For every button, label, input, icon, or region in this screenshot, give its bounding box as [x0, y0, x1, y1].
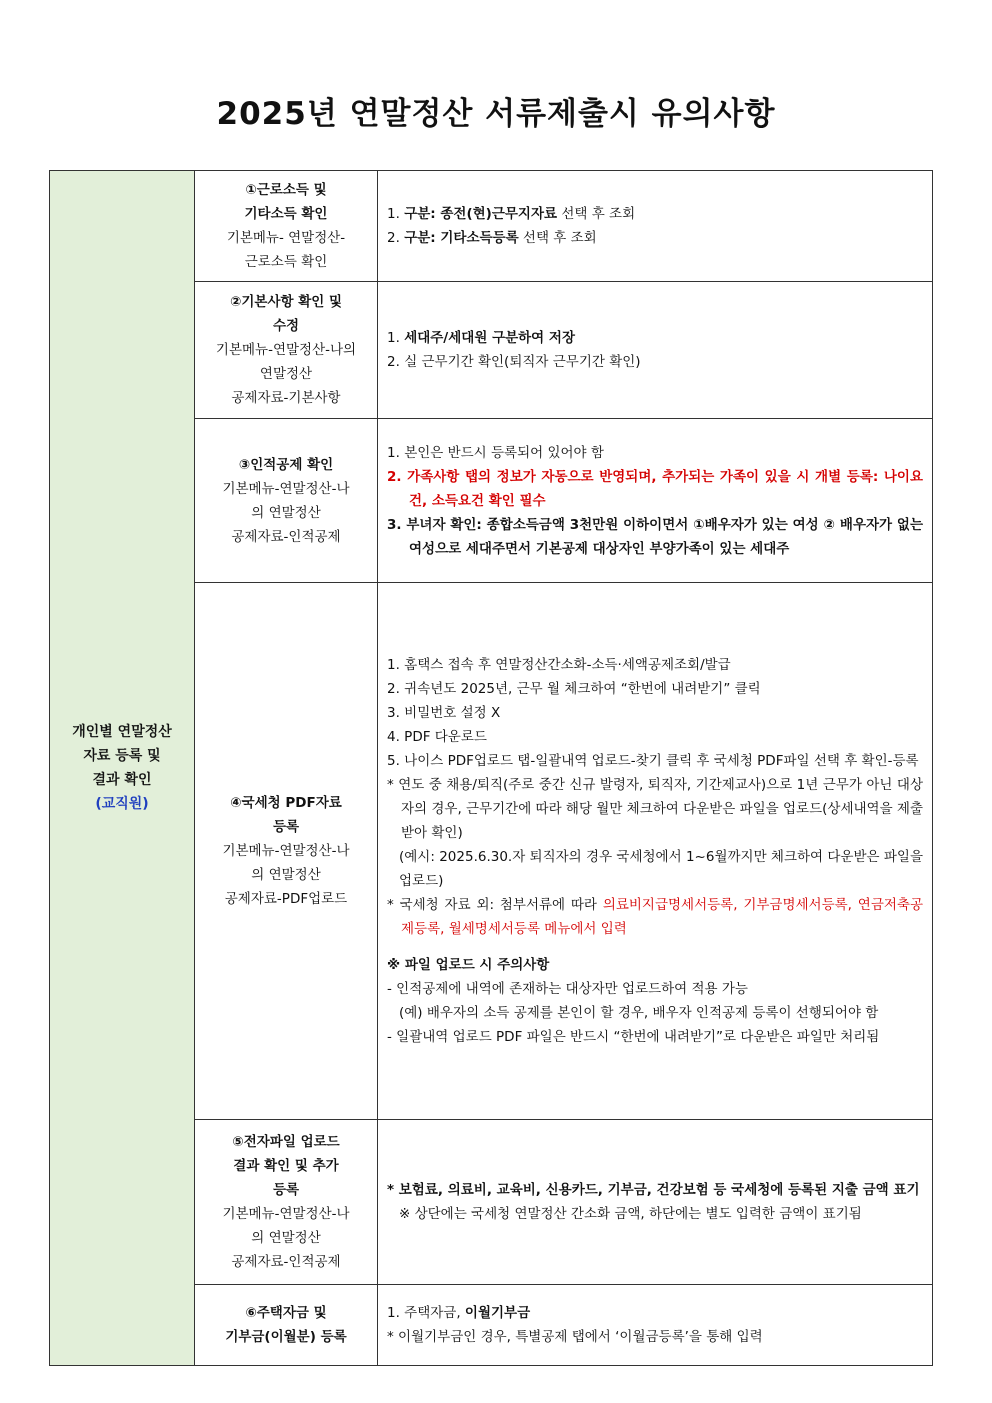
menu-path: 기본메뉴-연말정산-나의: [215, 342, 357, 358]
step-title: 등록: [272, 1182, 300, 1198]
caution-item: - 인적공제에 내역에 존재하는 대상자만 업로드하여 적용 가능: [387, 981, 748, 997]
category-cell: [50, 171, 195, 1366]
content-cell-1: [378, 171, 933, 282]
step-cell-2: [195, 282, 378, 419]
menu-path: 기본메뉴-연말정산-나: [222, 1206, 350, 1222]
note-item: * 연도 중 채용/퇴직(주로 중간 신규 발령자, 퇴직자, 기간제교사)으로 1년 근무가 아닌 대상자의 경우, 근무기간에 따라 해당 월만 체크하여 다운받은 파일을 업로드(상세내역을 제출받아 확인): [387, 777, 923, 841]
step-title: 기부금(이월분) 등록: [225, 1329, 347, 1345]
content-cell-3: [378, 419, 933, 583]
menu-path: 근로소득 확인: [244, 254, 328, 270]
menu-path: 기본메뉴- 연말정산-: [226, 230, 346, 246]
menu-path: 공제자료-인적공제: [231, 1254, 341, 1270]
step-cell-3: [195, 419, 378, 583]
caution-example: (예) 배우자의 소득 공제를 본인이 할 경우, 배우자 인적공제 등록이 선행되어야 함: [399, 1005, 879, 1021]
category-line: 개인별 연말정산: [72, 724, 172, 740]
menu-path: 기본메뉴-연말정산-나: [222, 843, 350, 859]
page-title: 2025년 연말정산 서류제출시 유의사항: [216, 96, 776, 132]
list-item: 1. 주택자금, 이월기부금: [387, 1305, 531, 1321]
menu-path: 공제자료-PDF업로드: [224, 891, 348, 907]
step-title: ②기본사항 확인 및: [229, 294, 343, 310]
step-title: ④국세청 PDF자료: [230, 795, 342, 811]
list-item: 1. 구분: 종전(현)근무지자료 선택 후 조회: [387, 206, 636, 222]
content-cell-4: [378, 583, 933, 1120]
menu-path: 의 연말정산: [251, 867, 321, 883]
caution-title: ※ 파일 업로드 시 주의사항: [387, 957, 550, 973]
step-cell-4: [195, 583, 378, 1120]
guide-table: [49, 170, 933, 1366]
step-title: ⑤전자파일 업로드: [232, 1134, 340, 1150]
list-item: 2. 실 근무기간 확인(퇴직자 근무기간 확인): [387, 354, 641, 370]
menu-path: 공제자료-인적공제: [231, 528, 341, 545]
note-item: ※ 상단에는 국세청 연말정산 간소화 금액, 하단에는 별도 입력한 금액이 표기됨: [399, 1206, 862, 1222]
list-item: 1. 홈택스 접속 후 연말정산간소화-소득·세액공제조회/발급: [387, 657, 731, 673]
list-item: 5. 나이스 PDF업로드 탭-일괄내역 업로드-찾기 클릭 후 국세청 PDF파일 선택 후 확인-등록: [387, 753, 919, 769]
category-line: 결과 확인: [92, 772, 152, 788]
content-cell-6: [378, 1285, 933, 1366]
spacer: [387, 941, 923, 953]
list-item: 1. 본인은 반드시 등록되어 있어야 함: [387, 444, 604, 461]
step-title: 등록: [272, 819, 300, 835]
step-title: 기타소득 확인: [244, 206, 328, 222]
list-item: 3. 비밀번호 설정 X: [387, 705, 501, 721]
caution-item: - 일괄내역 업로드 PDF 파일은 반드시 “한번에 내려받기”로 다운받은 파일만 처리됨: [387, 1029, 880, 1045]
list-item: 2. 귀속년도 2025년, 근무 월 체크하여 “한번에 내려받기” 클릭: [387, 681, 761, 697]
menu-path: 기본메뉴-연말정산-나: [222, 480, 350, 497]
category-line: 자료 등록 및: [83, 748, 161, 764]
menu-path: 의 연말정산: [251, 504, 321, 521]
step-title: ①근로소득 및: [245, 182, 327, 198]
menu-path: 연말정산: [259, 366, 313, 382]
list-item: 1. 세대주/세대원 구분하여 저장: [387, 330, 576, 346]
list-item: 2. 가족사항 탭의 정보가 자동으로 반영되며, 추가되는 가족이 있을 시 개별 등록: 나이요건, 소득요건 확인 필수: [387, 468, 924, 509]
step-title: 결과 확인 및 추가: [233, 1158, 339, 1174]
table-row: [50, 171, 933, 282]
content-cell-5: [378, 1120, 933, 1285]
note-item: * 이월기부금인 경우, 특별공제 탭에서 ‘이월금등록’을 통해 입력: [387, 1329, 763, 1345]
note-item: * 보험료, 의료비, 교육비, 신용카드, 기부금, 건강보험 등 국세청에 등록된 지출 금액 표기: [387, 1182, 920, 1198]
note-example: (예시: 2025.6.30.자 퇴직자의 경우 국세청에서 1~6월까지만 체크하여 다운받은 파일을 업로드): [399, 849, 923, 889]
list-item: 2. 구분: 기타소득등록 선택 후 조회: [387, 230, 597, 246]
content-cell-2: [378, 282, 933, 419]
step-title: ⑥주택자금 및: [245, 1305, 327, 1321]
step-cell-5: [195, 1120, 378, 1285]
menu-path: 의 연말정산: [251, 1230, 321, 1246]
step-title: 수정: [272, 318, 300, 334]
list-item: 3. 부녀자 확인: 종합소득금액 3천만원 이하이면서 ①배우자가 있는 여성 ② 배우자가 없는 여성으로 세대주면서 기본공제 대상자인 부양가족이 있는 세대주: [387, 516, 923, 557]
note-item: * 국세청 자료 외: 첨부서류에 따라 의료비지급명세서등록, 기부금명세서등록, 연금저축공제등록, 월세명세서등록 메뉴에서 입력: [387, 897, 923, 937]
menu-path: 공제자료-기본사항: [231, 390, 341, 406]
step-cell-1: [195, 171, 378, 282]
step-title: ③인적공제 확인: [238, 456, 334, 473]
list-item: 4. PDF 다운로드: [387, 729, 487, 745]
category-target: (교직원): [95, 796, 149, 812]
step-cell-6: [195, 1285, 378, 1366]
